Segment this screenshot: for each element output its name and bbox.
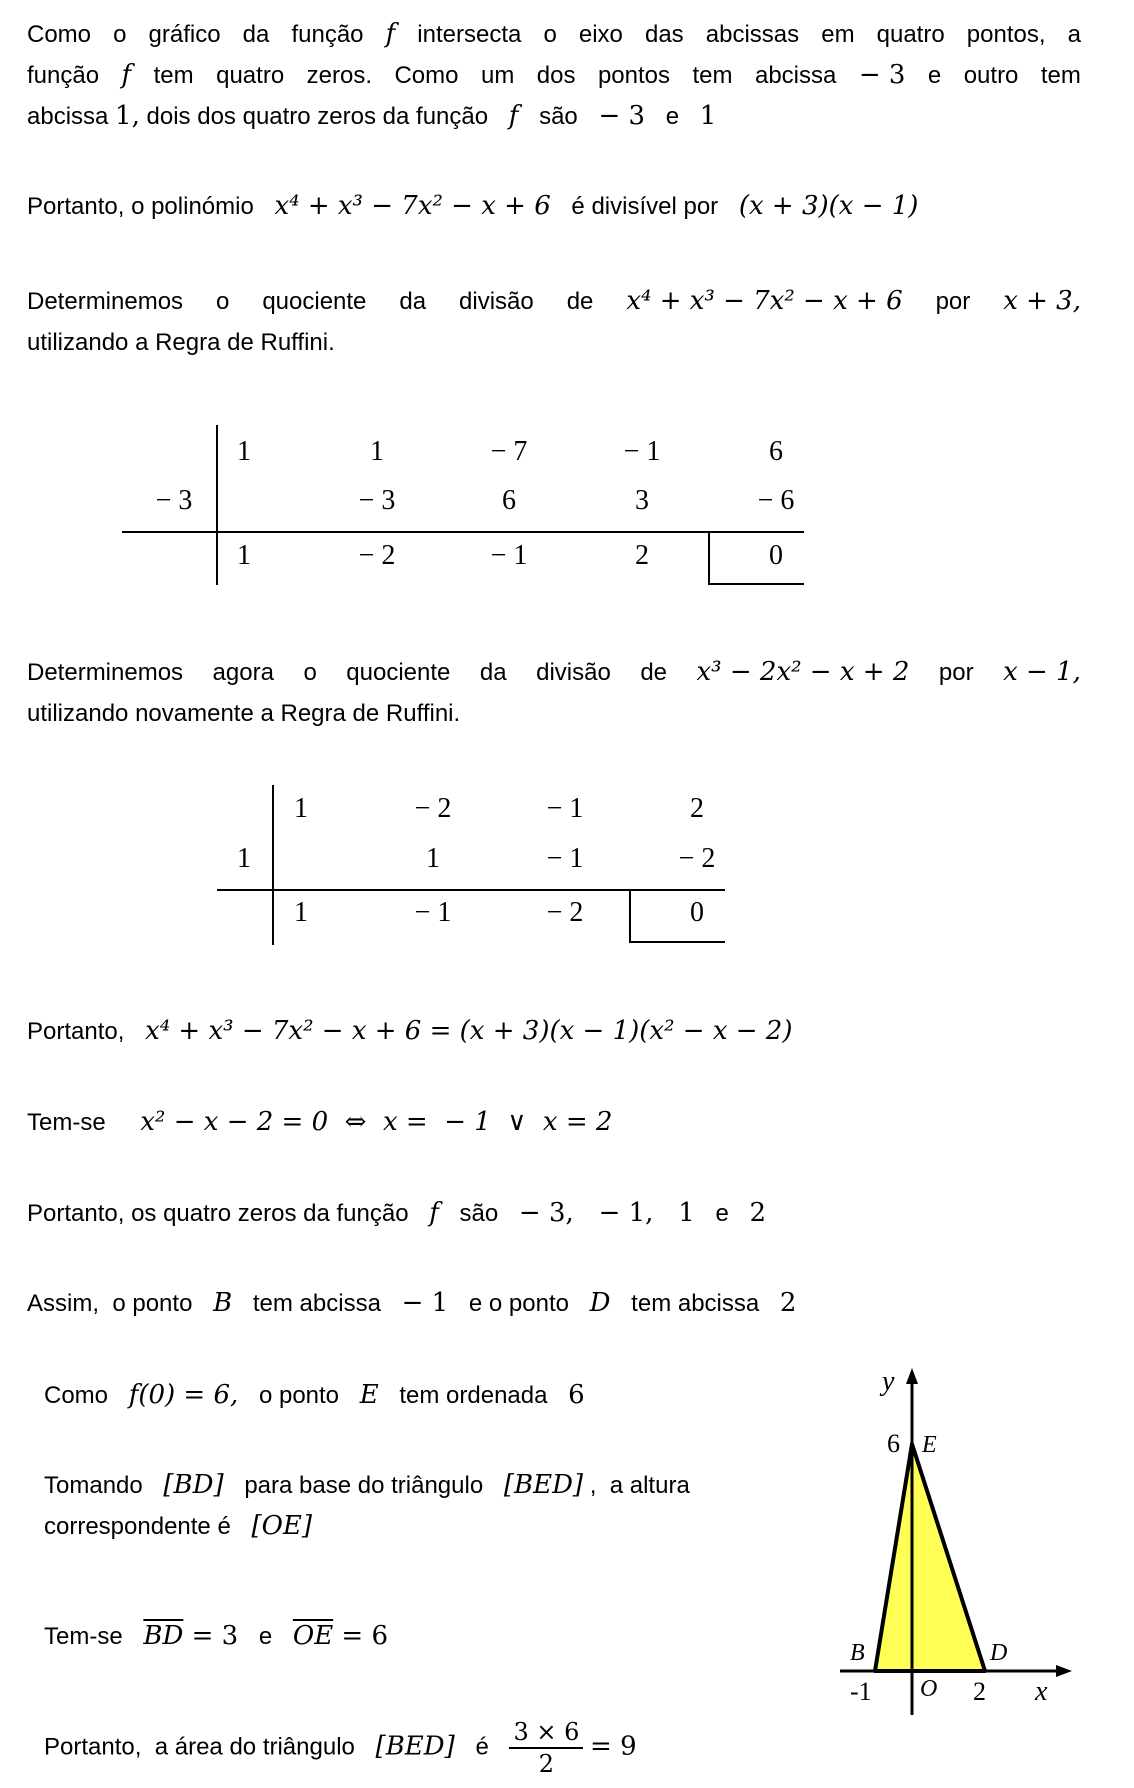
text: Portanto,: [27, 1018, 125, 1045]
tick-label-2: 2: [973, 1677, 986, 1706]
divisibility-statement: [27, 186, 918, 227]
abscissas-statement: [27, 1283, 796, 1324]
text: pontos,: [966, 21, 1046, 48]
math-value: 2: [779, 1288, 797, 1318]
text: tem: [692, 62, 733, 89]
divisor-cell: − 3: [155, 485, 193, 516]
intro-line-1: [27, 14, 1081, 55]
triangle-label: [BED]: [503, 1470, 584, 1500]
text: da: [399, 288, 427, 315]
text: função: [291, 21, 364, 48]
text: dos: [536, 62, 576, 89]
origin-label: O: [920, 1676, 938, 1702]
text: e: [927, 62, 942, 89]
segment-length-label: $\overline{BD}$: [143, 1621, 184, 1651]
text: o: [543, 21, 557, 48]
text: em: [821, 21, 855, 48]
fraction-denominator: 2: [538, 1750, 555, 1778]
text: correspondente é: [44, 1513, 231, 1540]
text: outro: [963, 62, 1019, 89]
function-symbol: f: [429, 1198, 439, 1228]
math-value: − 1: [401, 1288, 449, 1318]
result-cell: − 1: [490, 540, 528, 571]
divisor-cell: 1: [237, 843, 251, 874]
text: por: [938, 659, 974, 686]
polynomial: x³ − 2x² − x + 2: [696, 657, 910, 687]
point-e-label: E: [922, 1432, 937, 1458]
math-value: 1,: [115, 101, 140, 131]
text: função: [27, 62, 100, 89]
factors: (x + 3)(x − 1): [738, 191, 919, 221]
text: gráfico: [148, 21, 221, 48]
divisor: x − 1,: [1003, 657, 1081, 687]
text: Como: [394, 62, 459, 89]
polynomial: x⁴ + x³ − 7x² − x + 6: [274, 191, 551, 221]
quadratic-solution: [27, 1102, 612, 1143]
y-axis-label: y: [882, 1366, 895, 1397]
segment-label: [BD]: [163, 1470, 224, 1500]
text: Tomando: [44, 1472, 143, 1499]
text: Determinemos: [27, 288, 184, 315]
text: Portanto, a área do triângulo: [44, 1733, 355, 1761]
text: divisão: [536, 659, 611, 686]
ruffini2-intro-line-1: [27, 652, 1081, 693]
text: Portanto, o polinómio: [27, 193, 254, 220]
text: eixo: [578, 21, 623, 48]
coefficient-cell: 1: [370, 436, 384, 467]
text: das: [644, 21, 684, 48]
math-value: 1: [699, 101, 717, 131]
text: Assim, o ponto: [27, 1290, 193, 1317]
text: para base do triângulo: [244, 1472, 484, 1499]
text: e o ponto: [468, 1290, 569, 1317]
fraction-numerator: 3 × 6: [509, 1717, 583, 1749]
triangle-graph: [830, 1360, 1090, 1720]
text: dois dos quatro zeros da função: [146, 103, 489, 130]
text: da: [242, 21, 270, 48]
ruffini1-intro-line-1: [27, 281, 1081, 322]
x-axis-arrow-icon: [1056, 1665, 1072, 1677]
math-value: 2: [749, 1198, 767, 1228]
text: tem ordenada: [399, 1382, 548, 1409]
zeros-statement: [27, 1193, 766, 1234]
factorization: [27, 1011, 792, 1052]
y-axis-arrow-icon: [906, 1368, 918, 1384]
text: zeros.: [306, 62, 372, 89]
ruffini1-intro-line-2: utilizando a Regra de Ruffini.: [27, 329, 335, 356]
coefficient-cell: 1: [294, 793, 308, 824]
coefficient-cell: − 1: [623, 436, 661, 467]
point-label: D: [589, 1288, 611, 1318]
remainder-cell: 0: [690, 897, 704, 928]
text: e: [715, 1200, 729, 1227]
remainder-box-side: [629, 891, 631, 943]
text: abcissas: [705, 21, 800, 48]
result-cell: 2: [635, 540, 649, 571]
text: Determinemos: [27, 659, 184, 686]
text: é: [475, 1733, 489, 1761]
segment-label: [OE]: [251, 1511, 313, 1541]
math-value: − 3: [858, 60, 906, 90]
math-value: = 9: [590, 1731, 637, 1762]
text: tem: [153, 62, 194, 89]
coefficient-cell: 2: [690, 793, 704, 824]
text: quociente: [262, 288, 367, 315]
triangle-bed: [875, 1444, 985, 1671]
text: Como: [44, 1382, 109, 1409]
text: intersecta: [417, 21, 522, 48]
text: são: [459, 1200, 499, 1227]
ordinate-statement: [44, 1375, 585, 1416]
text: a: [1067, 21, 1081, 48]
triangle-label: [BED]: [375, 1731, 455, 1762]
coefficient-cell: − 1: [546, 793, 584, 824]
math-value: = 3: [183, 1621, 239, 1651]
text: de: [566, 288, 594, 315]
result-cell: − 2: [358, 540, 396, 571]
text: de: [640, 659, 668, 686]
math-value: − 3: [598, 101, 646, 131]
product-cell: − 1: [546, 843, 584, 874]
result-cell: 1: [294, 897, 308, 928]
text: abcissa: [754, 62, 837, 89]
text: pontos: [597, 62, 671, 89]
text: divisão: [459, 288, 534, 315]
height-statement-line-2: [44, 1506, 312, 1547]
text: agora: [212, 659, 274, 686]
product-cell: − 6: [757, 485, 795, 516]
segment-length-label: $\overline{OE}$: [292, 1621, 334, 1651]
remainder-cell: 0: [769, 540, 783, 571]
coefficient-cell: − 2: [414, 793, 452, 824]
height-statement-line-1: [44, 1465, 690, 1506]
text: tem abcissa: [252, 1290, 381, 1317]
text: tem: [1040, 62, 1081, 89]
text: um: [480, 62, 515, 89]
zeros-values: − 3, − 1, 1: [518, 1198, 695, 1228]
tick-label-minus-1: -1: [850, 1677, 872, 1706]
ruffini2-intro-line-2: utilizando novamente a Regra de Ruffini.: [27, 700, 461, 727]
area-statement: [44, 1717, 637, 1779]
text: tem abcissa: [631, 1290, 760, 1317]
point-label: E: [359, 1380, 379, 1410]
text: quociente: [346, 659, 451, 686]
remainder-box-bottom: [629, 941, 725, 943]
text: são: [539, 103, 578, 130]
function-symbol: f: [508, 101, 519, 131]
x-axis-label: x: [1035, 1676, 1048, 1707]
text: e: [665, 103, 680, 130]
quadratic-equation: x² − x − 2 = 0 ⇔ x = − 1 ∨ x = 2: [140, 1107, 613, 1137]
text: Tem-se: [27, 1109, 106, 1136]
product-cell: 6: [502, 485, 516, 516]
math-expression: f(0) = 6,: [128, 1380, 239, 1410]
text: quatro: [876, 21, 945, 48]
coefficient-cell: 6: [769, 436, 783, 467]
text: da: [479, 659, 507, 686]
area-fraction: [509, 1717, 583, 1779]
point-b-label: B: [850, 1640, 865, 1666]
product-cell: 1: [426, 843, 440, 874]
remainder-box-bottom: [708, 583, 804, 585]
result-cell: 1: [237, 540, 251, 571]
divisor: x + 3,: [1003, 286, 1081, 316]
text: abcissa: [27, 103, 109, 130]
text: o: [216, 288, 230, 315]
tick-label-6: 6: [887, 1429, 900, 1458]
point-label: B: [213, 1288, 233, 1318]
math-value: 6: [568, 1380, 585, 1410]
text: Portanto, os quatro zeros da função: [27, 1200, 409, 1227]
product-cell: 3: [635, 485, 649, 516]
coefficient-cell: − 7: [490, 436, 528, 467]
function-symbol: f: [385, 19, 396, 49]
result-cell: − 2: [546, 897, 584, 928]
point-d-label: D: [990, 1640, 1008, 1666]
factorization-equation: x⁴ + x³ − 7x² − x + 6 = (x + 3)(x − 1)(x² − x − 2): [145, 1016, 793, 1046]
product-cell: − 2: [678, 843, 716, 874]
text: por: [935, 288, 971, 315]
text: o ponto: [258, 1382, 340, 1409]
result-cell: − 1: [414, 897, 452, 928]
text: é divisível por: [571, 193, 719, 220]
intro-line-3: [27, 96, 716, 137]
text: Como: [27, 21, 92, 48]
horizontal-rule: [122, 531, 804, 533]
text: Tem-se: [44, 1623, 123, 1650]
text: o: [113, 21, 127, 48]
text: , a altura: [589, 1472, 690, 1499]
math-value: = 6: [333, 1621, 389, 1651]
horizontal-rule: [217, 889, 725, 891]
function-symbol: f: [121, 60, 132, 90]
polynomial: x⁴ + x³ − 7x² − x + 6: [626, 286, 903, 316]
intro-line-2: [27, 55, 1081, 96]
coefficient-cell: 1: [237, 436, 251, 467]
text: o: [303, 659, 317, 686]
remainder-box-side: [708, 533, 710, 585]
text: e: [258, 1623, 273, 1650]
product-cell: − 3: [358, 485, 396, 516]
lengths-statement: [44, 1616, 388, 1657]
text: quatro: [216, 62, 285, 89]
